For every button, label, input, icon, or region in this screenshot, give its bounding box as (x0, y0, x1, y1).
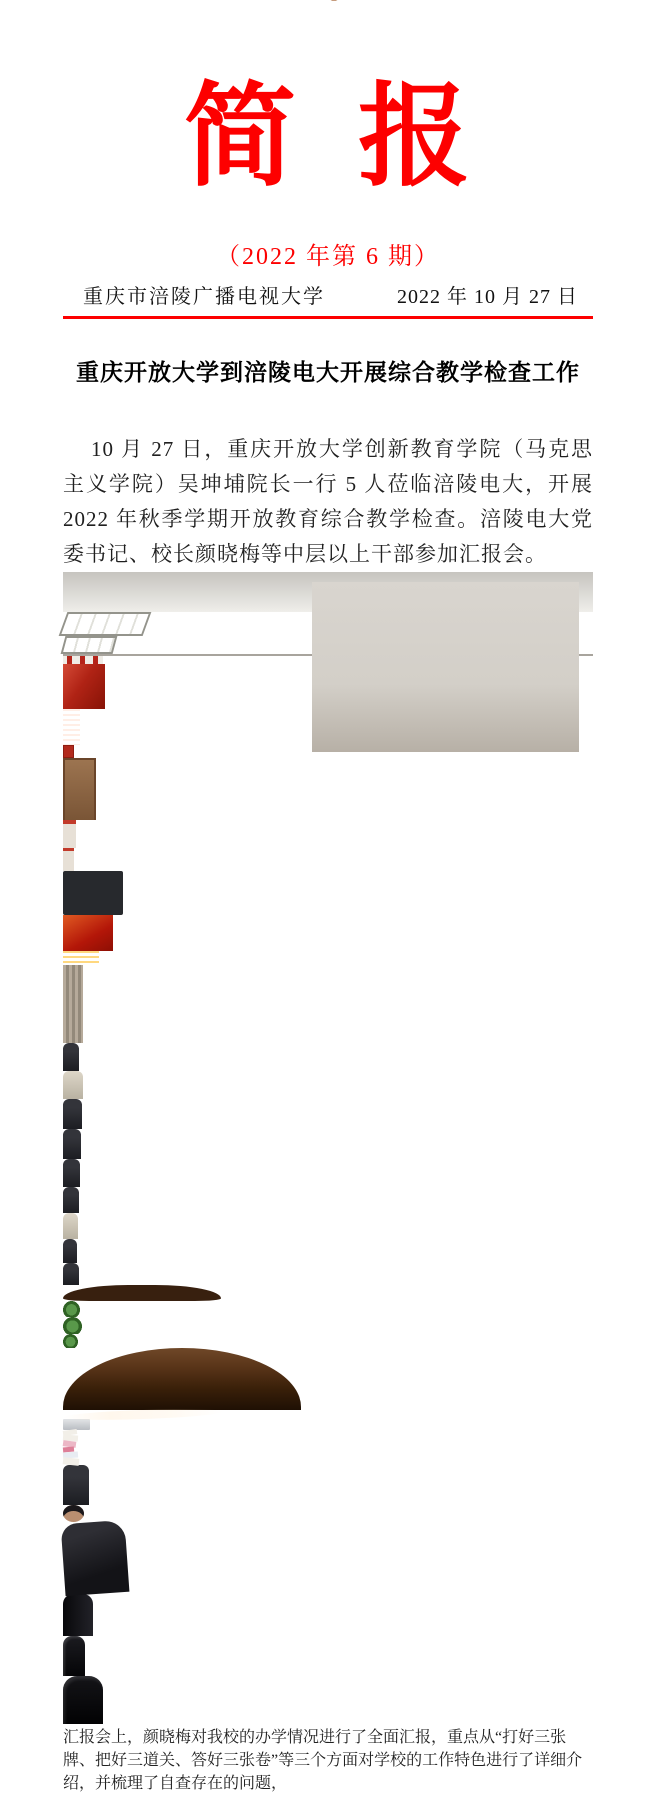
red-divider (63, 316, 593, 319)
article-body (63, 432, 593, 1793)
photo-attendee (63, 1099, 82, 1129)
photo-ceiling-light-right (61, 636, 118, 654)
photo-red-plaque (63, 745, 74, 758)
photo-wall-poster-2 (63, 848, 74, 871)
paragraph-2-text: 汇报会上，颜晓梅对我校的办学情况进行了全面汇报，重点从“打好三张牌、把好三道关、答好三张卷”等三个方面对学校的工作特色进行了详细介绍，并梳理了自查存在的问题， (63, 1729, 583, 1793)
photo-attendee (63, 1043, 79, 1071)
meeting-room-photo (312, 582, 579, 752)
photo-foreground-attendee-head (63, 1505, 84, 1522)
photo-attendee (63, 1187, 79, 1213)
article-headline: 重庆开放大学到涪陵电大开展综合教学检查工作 (76, 359, 580, 386)
meta-row (63, 283, 593, 311)
photo-chair-right-back (63, 1636, 85, 1676)
issue-date: 2022 年 10 月 27 日 (397, 286, 578, 309)
photo-table-far-edge (63, 1285, 221, 1301)
photo-door (63, 758, 96, 820)
photo-projection-screen (63, 871, 123, 915)
bulletin-title: 简 报 (184, 76, 472, 200)
photo-slide-text-lines (63, 951, 99, 965)
masthead (63, 66, 593, 319)
photo-wall-poster-1 (63, 820, 76, 848)
photo-chair-right-front (63, 1676, 103, 1724)
photo-attendee (63, 1213, 78, 1239)
photo-conference-table (63, 1348, 301, 1410)
photo-plant (63, 1317, 82, 1334)
photo-attendee (63, 1159, 80, 1187)
photo-ceiling-light-left (59, 612, 152, 636)
photo-chair-left (63, 1594, 93, 1636)
photo-red-banner (63, 664, 105, 709)
issue-number: （2022 年第 6 期） (216, 243, 440, 270)
organization-name: 重庆市涪陵广播电视大学 (83, 286, 325, 309)
photo-attendee (63, 1129, 81, 1159)
photo-plant (63, 1334, 78, 1348)
photo-attendee (63, 1465, 89, 1505)
photo-curtain (63, 965, 83, 1043)
paragraph-1: 10 月 27 日，重庆开放大学创新教育学院（马克思主义学院）吴坤埔院长一行 5 人莅临涪陵电大，开展 2022 年秋季学期开放教育综合教学检查。涪陵电大党委书记、校长颜晓梅等中层以上干部参加汇报会。 (63, 437, 593, 567)
photo-banner-header (63, 656, 103, 664)
photo-red-slide (63, 915, 113, 951)
article (63, 357, 593, 1793)
photo-foreground-attendee (61, 1520, 130, 1596)
photo-banner-text-lines (63, 709, 80, 745)
photo-attendee (63, 1239, 77, 1263)
photo-attendee (63, 1071, 83, 1099)
photo-plant (63, 1301, 80, 1317)
photo-attendee (63, 1263, 79, 1285)
